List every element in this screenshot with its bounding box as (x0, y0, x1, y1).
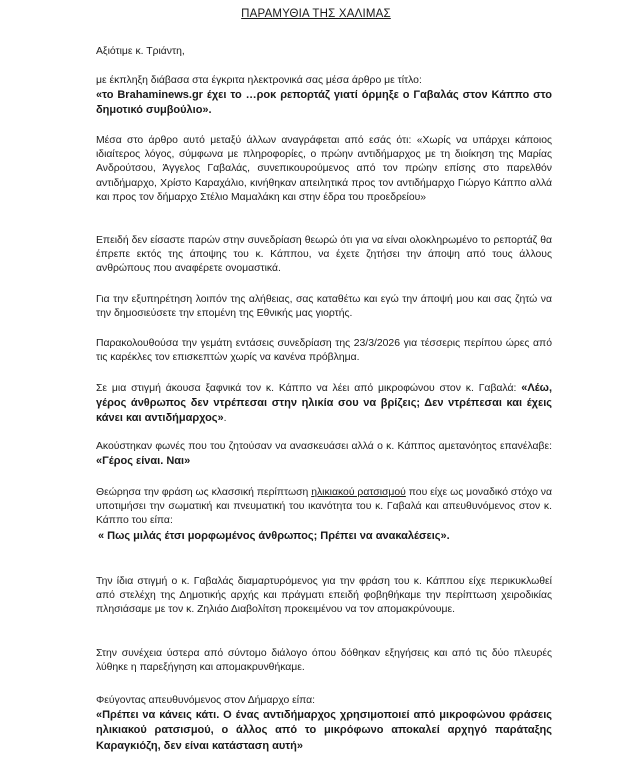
paragraph-text: Ακούστηκαν φωνές που του ζητούσαν να ανασκευάσει αλλά ο κ. Κάππος αμετανόητος επανέλαβε: (96, 441, 552, 452)
repeat-quote: «Γέρος είναι. Ναι» (96, 455, 191, 468)
paragraph-repeat (96, 440, 552, 469)
paragraph-kappos-quote (96, 381, 552, 427)
paragraph-text: Σε μια στιγμή άκουσα ξαφνικά τον κ. Κάππο να λέει από μικροφώνου στον κ. Γαβαλά: (96, 383, 522, 394)
paragraph-text: με έκπληξη διάβασα στα έγκριτα ηλεκτρονικά σας μέσα άρθρο με τίτλο: (96, 75, 422, 86)
ageism-term: ηλικιακού ρατσισμού (311, 487, 406, 498)
reply-quote: « Πως μιλάς έτσι μορφωμένος άνθρωπος; Πρέπει να ανακαλέσεις». (98, 529, 450, 542)
salutation: Αξιότιμε κ. Τριάντη, (96, 46, 185, 57)
paragraph-text-end: . (223, 413, 227, 425)
paragraph-text-cont: που είχε ως μοναδικό στόχο να υποτιμήσει την σωματική και πνευματική του ικανότητα του κ. Γαβαλά και απευθυνόμενος στον κ. Κάππο του είπα: (96, 487, 552, 527)
letter-title (0, 8, 632, 20)
paragraph-article-title (96, 74, 552, 119)
paragraph-text: Θεώρησα την φράση ως κλασσική περίπτωση (96, 487, 312, 498)
article-title-quote: «το Brahaminews.gr έχει το …ροκ ρεπορτάζ γιατί όρμηξε ο Γαβαλάς στον Κάππο στο δημοτικό συμβούλιο». (96, 89, 552, 117)
letter-title-text: ΠΑΡΑΜΥΘΙΑ ΤΗΣ ΧΑΛΙΜΑΣ (241, 8, 391, 20)
paragraph-mayor (96, 694, 552, 754)
paragraph-ageism (96, 486, 552, 544)
paragraph-article-quote: Μέσα στο άρθρο αυτό μεταξύ άλλων αναγράφεται από εσάς ότι: «Χωρίς να υπάρχει κάποιος ιδιαίτερος λόγος, σύμφωνα με πληροφορίες, ο πρώην αντιδήμαρχος με τη διοίκηση της Μαρίας Ανδρούτσου, Άγγελος Γαβαλάς, συνεπικουρούμενος από τον πρώην επίσης στο παρελθόν αντιδήμαρχο, Χρίστο Καραχάλιο, κινήθηκαν απειλητικά προς τον αντιδήμαρχο Γιώργο Κάππο αλλά και προς τον δήμαρχο Στέλιο Μαμαλάκη και στην έδρα του προεδρείου» (96, 135, 552, 203)
paragraph-truth: Για την εξυπηρέτηση λοιπόν της αλήθειας, σας καταθέτω και εγώ την άποψή μου και σας ζητώ να την δημοσιεύσετε την επομένη της Εθνικής μας γιορτής. (96, 294, 552, 320)
paragraph-text: Φεύγοντας απευθυνόμενος στον Δήμαρχο είπα: (96, 695, 316, 706)
paragraph-session: Παρακολουθούσα την γεμάτη εντάσεις συνεδρίαση της 23/3/2026 για τέσσερις περίπου ώρες από τις καρέκλες τον επισκεπτών χωρίς να κανένα πρόβλημα. (96, 338, 552, 364)
kappos-quote: «Λέω, γέρος άνθρωπος δεν ντρέπεσαι στην ηλικία σου να βρίζεις; Δεν ντρέπεσαι και έχεις κάνει και αντιδήμαρχος» (96, 382, 552, 425)
paragraph-incident: Την ίδια στιγμή ο κ. Γαβαλάς διαμαρτυρόμενος για την φράση του κ. Κάππου είχε περικυκλωθεί από στελέχη της Δημοτικής αρχής και πράγματι επειδή φοβηθήκαμε την περίπτωση χειροδικίας πλησιάσαμε με τον κ. Ζηλιάο Διαβολίτση προκειμένου να τον απομακρύνουμε. (96, 576, 552, 616)
paragraph-resolution: Στην συνέχεια ύστερα από σύντομο διάλογο όπου δόθηκαν εξηγήσεις και από τις δύο πλευρές λύθηκε η παρεξήγηση και απομακρυνθήκαμε. (96, 648, 552, 674)
mayor-quote: «Πρέπει να κάνεις κάτι. Ο ένας αντιδήμαρχος χρησιμοποιεί από μικροφώνου φράσεις ηλικιακού ρατσισμού, ο άλλος από το μικρόφωνο αποκαλεί αρχηγό παράταξης Καραγκιόζη, δεν είναι κατάσταση αυτή» (96, 709, 552, 752)
paragraph-reporting: Επειδή δεν είσαστε παρών στην συνεδρίαση θεωρώ ότι για να είναι ολοκληρωμένο το ρεπορτάζ θα έπρεπε εκτός της άποψης του κ. Κάππου, να έχετε ζητήσει την άποψη από τους άλλους ανθρώπους που αναφέρετε ονομαστικά. (96, 235, 552, 275)
